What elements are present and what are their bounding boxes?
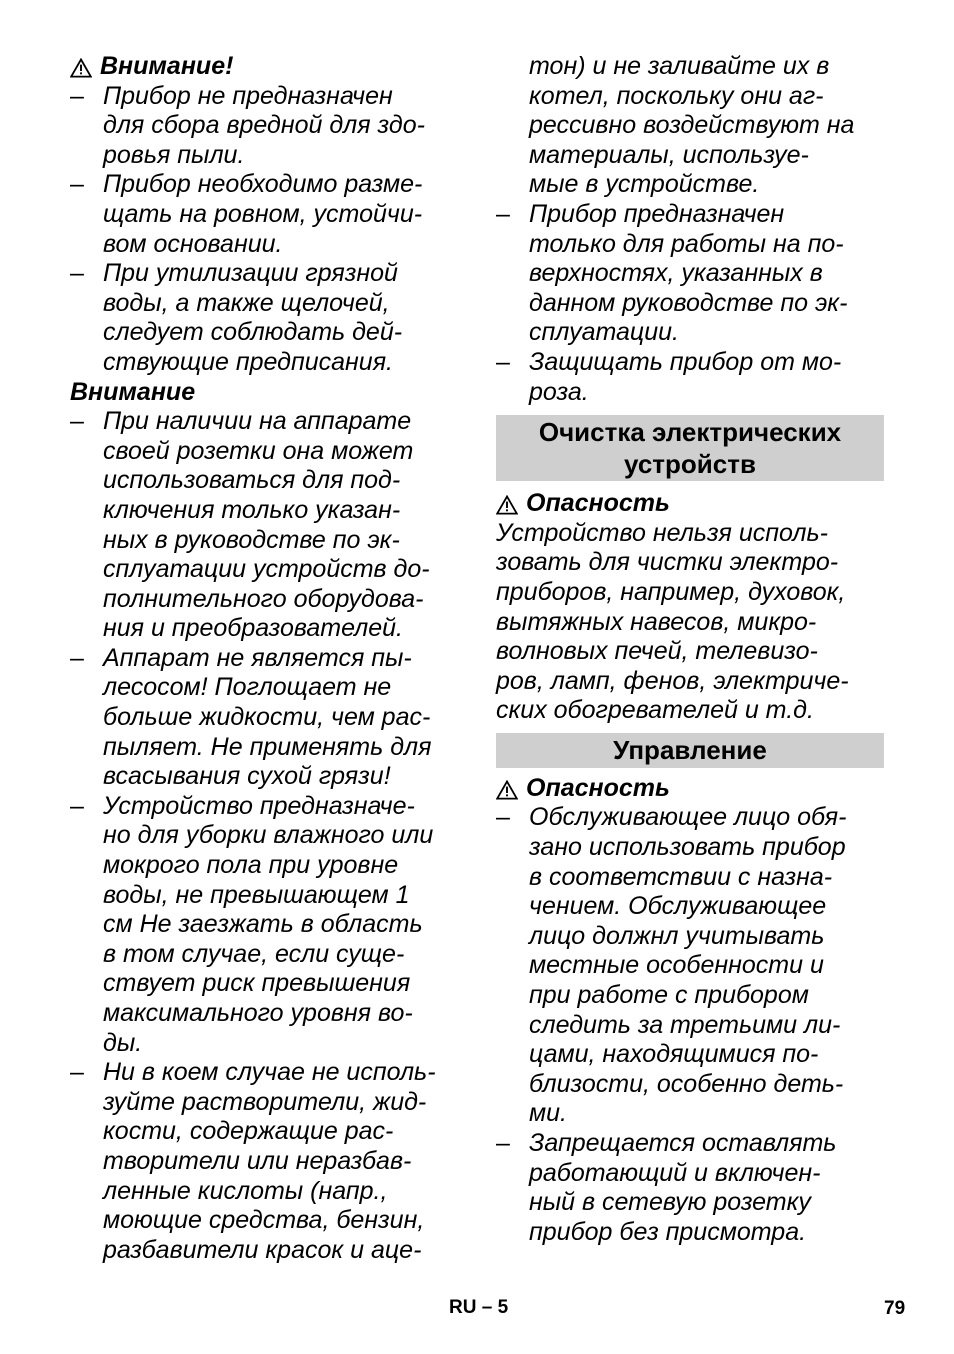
list-item-text: Устройство предназначе- но для уборки влажного или мокрого пола при уровне воды, не превышающем 1 см Не заезжать в область в том случае, если суще- ствует риск превышения максимального уровня во- ды. xyxy=(103,791,434,1057)
list-item-continuation: тон) и не заливайте их в котел, поскольку они аг- рессивно воздействуют на материалы, используе- мые в устройстве. xyxy=(529,52,855,199)
list-item: – При наличии на аппарате своей розетки она может использоваться для под- ключения только указан- ных в руководстве по эк- сплуатации устройств до- полнительного оборудова- ния и преобразователей. xyxy=(70,407,465,644)
list-item: – Защищать прибор от мо- роза. xyxy=(496,348,884,407)
warning-triangle-icon xyxy=(70,58,92,78)
danger-heading xyxy=(496,489,884,519)
danger-heading xyxy=(496,774,884,804)
list-item-text: При наличии на аппарате своей розетки она может использоваться для под- ключения только указан- ных в руководстве по эк- сплуатации устройств до- полнительного оборудова- ния и преобразователей. xyxy=(103,407,430,643)
section-heading-operation: Управление xyxy=(496,733,884,768)
list-item-text: Ни в коем случае не исполь- зуйте растворители, жид- кости, содержащие рас- творители или неразбав- ленные кислоты (напр., моющие средства, бензин, разбавители красок и аце- xyxy=(103,1058,436,1264)
list-item-text: Прибор предназначен только для работы на по- верхностях, указанных в данном руководстве по эк- сплуатации. xyxy=(529,199,848,347)
left-column xyxy=(70,52,465,1265)
list-item: – Запрещается оставлять работающий и включен- ный в сетевую розетку прибор без присмотра. xyxy=(496,1129,884,1247)
attention-heading: Внимание xyxy=(70,377,196,406)
danger-title: Опасность xyxy=(526,489,670,518)
footer-language-page-code: RU – 5 xyxy=(449,1297,509,1318)
list-item: – Прибор необходимо разме- щать на ровном, устойчи- вом основании. xyxy=(70,170,465,259)
list-item-text: Прибор необходимо разме- щать на ровном, устойчи- вом основании. xyxy=(103,170,423,258)
warning-title: Внимание! xyxy=(100,52,234,80)
list-item-text: При утилизации грязной воды, а также щелочей, следует соблюдать дей- ствующие предписания. xyxy=(103,259,403,376)
list-item: – Прибор не предназначен для сбора вредной для здо- ровья пыли. xyxy=(70,82,465,171)
list-item: – Прибор предназначен только для работы на по- верхностях, указанных в данном руководстве по эк- сплуатации. xyxy=(496,200,884,348)
list-item-text: Обслуживающее лицо обя- зано использовать прибор в соответствии с назна- чением. Обслуживающее лицо должнл учитывать местные особенности и при работе с прибором следить за третьими ли- цами, находящимися по- близости, особенно деть- ми. xyxy=(529,803,847,1128)
list-item: – При утилизации грязной воды, а также щелочей, следует соблюдать дей- ствующие предписания. xyxy=(70,259,465,377)
right-column xyxy=(496,52,884,1247)
list-item: – Аппарат не является пы- лесосом! Поглощает не больше жидкости, чем рас- пыляет. Не применять для всасывания сухой грязи! xyxy=(70,644,465,792)
warning-triangle-icon xyxy=(496,780,518,800)
danger-paragraph: Устройство нельзя исполь- зовать для чистки электро- приборов, например, духовок, вытяжных навесов, микро- волновых печей, телевизо- ров, ламп, фенов, электриче- ских обогревателей и т.д. xyxy=(496,518,849,725)
list-item: – Ни в коем случае не исполь- зуйте растворители, жид- кости, содержащие рас- творители или неразбав- ленные кислоты (напр., моющие средства, бензин, разбавители красок и аце- xyxy=(70,1058,465,1265)
list-item-text: Прибор не предназначен для сбора вредной для здо- ровья пыли. xyxy=(103,81,425,169)
danger-title: Опасность xyxy=(526,773,670,802)
footer-page-number: 79 xyxy=(884,1298,906,1319)
list-item: – Обслуживающее лицо обя- зано использовать прибор в соответствии с назна- чением. Обслуживающее лицо должнл учитывать местные особенности и при работе с прибором следить за третьими ли- цами, находящимися по- близости, особенно деть- ми. xyxy=(496,803,884,1129)
list-item-text: Запрещается оставлять работающий и включен- ный в сетевую розетку прибор без присмотра. xyxy=(529,1129,837,1246)
list-item: – Устройство предназначе- но для уборки влажного или мокрого пола при уровне воды, не превышающем 1 см Не заезжать в область в том случае, если суще- ствует риск превышения максимального уровня во- ды. xyxy=(70,792,465,1058)
warning-triangle-icon xyxy=(496,495,518,515)
warning-heading xyxy=(70,52,465,82)
list-item-text: Аппарат не является пы- лесосом! Поглощает не больше жидкости, чем рас- пыляет. Не применять для всасывания сухой грязи! xyxy=(103,643,432,791)
section-heading-cleaning-electrical: Очистка электрических устройств xyxy=(496,415,884,481)
list-item-text: Защищать прибор от мо- роза. xyxy=(529,347,842,406)
